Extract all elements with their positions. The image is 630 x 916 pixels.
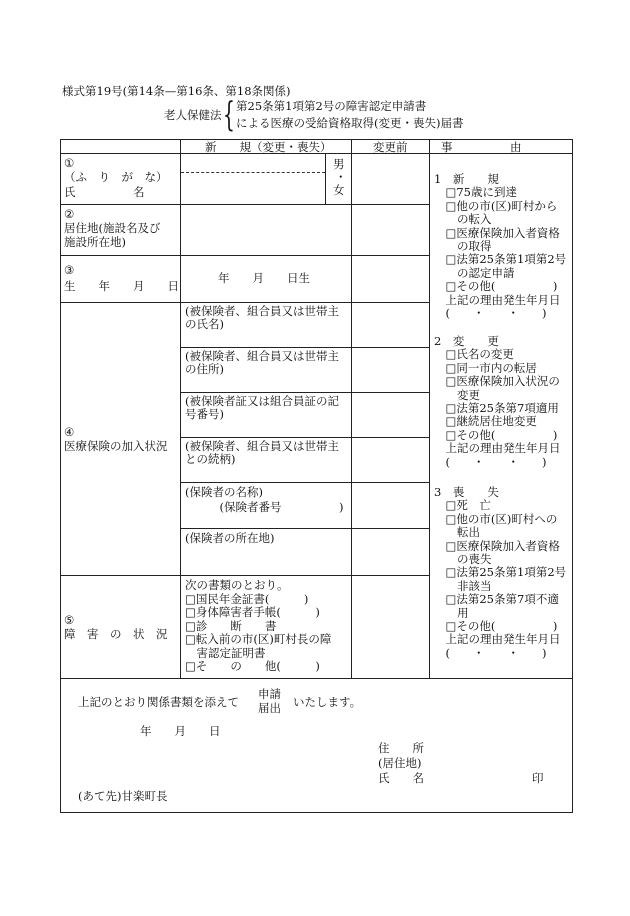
title-brace: { <box>223 95 235 135</box>
row4-label: 医療保険の加入状況 <box>64 439 168 453</box>
reason-change: 2 変 更 □氏名の変更 □同一市内の転居 □医療保険加入状況の 変更 □法第25条第7項適用 □継続居住地変更 □その他( ) 上記の理由発生年月日 ( ・ ・ ) <box>434 334 561 469</box>
row5-number: ⑤ <box>64 613 75 627</box>
statement-text: 上記のとおり関係書類を添えて <box>78 695 239 709</box>
insured-name-cell: (被保険者、組合員又は世帯主 の氏名) <box>185 304 339 331</box>
statement-todokede: 届出 <box>258 701 281 715</box>
address-label: 住 所 <box>378 741 424 755</box>
row4-number: ④ <box>64 425 75 439</box>
row1-furigana: （ふ り が な） <box>64 170 168 184</box>
submission-date: 年 月 日 <box>140 724 221 738</box>
disability-documents: 次の書類のとおり。 □国民年金証書( ) □身体障害者手帳( ) □診 断 書 □転入前の市(区)町村長の障 害認定証明書 □そ の 他( ) <box>185 578 332 673</box>
card-number-cell: (被保険者証又は組合員証の記 号番号) <box>185 394 339 421</box>
row2-number: ② <box>64 207 75 221</box>
row1-number: ① <box>64 156 75 170</box>
title-line-2: による医療の受給資格取得(変更・喪失)届書 <box>236 116 464 130</box>
row2-label-1: 居住地(施設名及び <box>64 221 161 235</box>
name-label: 氏 名 <box>378 771 424 785</box>
header-reason: 事 由 <box>441 140 522 154</box>
row3-number: ③ <box>64 263 75 277</box>
header-new: 新 規（変更・喪失） <box>205 140 332 154</box>
seal-mark: 印 <box>532 771 544 785</box>
insured-address-cell: (被保険者、組合員又は世帯主 の住所) <box>185 349 339 376</box>
header-before: 変更前 <box>373 140 408 154</box>
row2-label-2: 施設所在地) <box>64 235 126 249</box>
law-name: 老人保健法 <box>164 108 222 122</box>
statement-shinsei: 申請 <box>258 687 281 701</box>
reason-loss: 3 喪 失 □死 亡 □他の市(区)町村への 転出 □医療保険加入者資格 の喪失 □法第25条第1項第2号 非該当 □法第25条第7項不適 用 □その他( ) 上記の理由発生年月日 ( ・ ・ ) <box>434 485 567 660</box>
reason-new: 1 新 規 □75歳に到達 □他の市(区)町村から の転入 □医療保険加入者資格 の取得 □法第25条第1項第2号 の認定申請 □その他( ) 上記の理由発生年月日 ( ・ ・ ) <box>434 172 567 321</box>
insurer-name-cell: (保険者の名称) (保険者番号 ) <box>185 485 344 514</box>
birthdate-field: 年 月 日生 <box>218 271 310 285</box>
row3-label: 生 年 月 日 <box>64 279 179 293</box>
title-line-1: 第25条第1項第2号の障害認定申請書 <box>236 99 427 113</box>
residence-label: (居住地) <box>378 756 422 770</box>
form-number: 様式第19号(第14条—第16条、第18条関係) <box>62 84 291 98</box>
gender-female: 女 <box>333 183 345 197</box>
statement-end: いたします。 <box>293 695 362 709</box>
addressee: (あて先)甘楽町長 <box>78 789 168 803</box>
row5-label: 障 害 の 状 況 <box>64 627 168 641</box>
row1-name-label: 氏 名 <box>64 185 145 199</box>
insurer-location-cell: (保険者の所在地) <box>185 531 275 545</box>
relationship-cell: (被保険者、組合員又は世帯主 との続柄) <box>185 439 339 466</box>
gender-dot: ・ <box>335 170 347 184</box>
gender-male: 男 <box>333 157 345 171</box>
